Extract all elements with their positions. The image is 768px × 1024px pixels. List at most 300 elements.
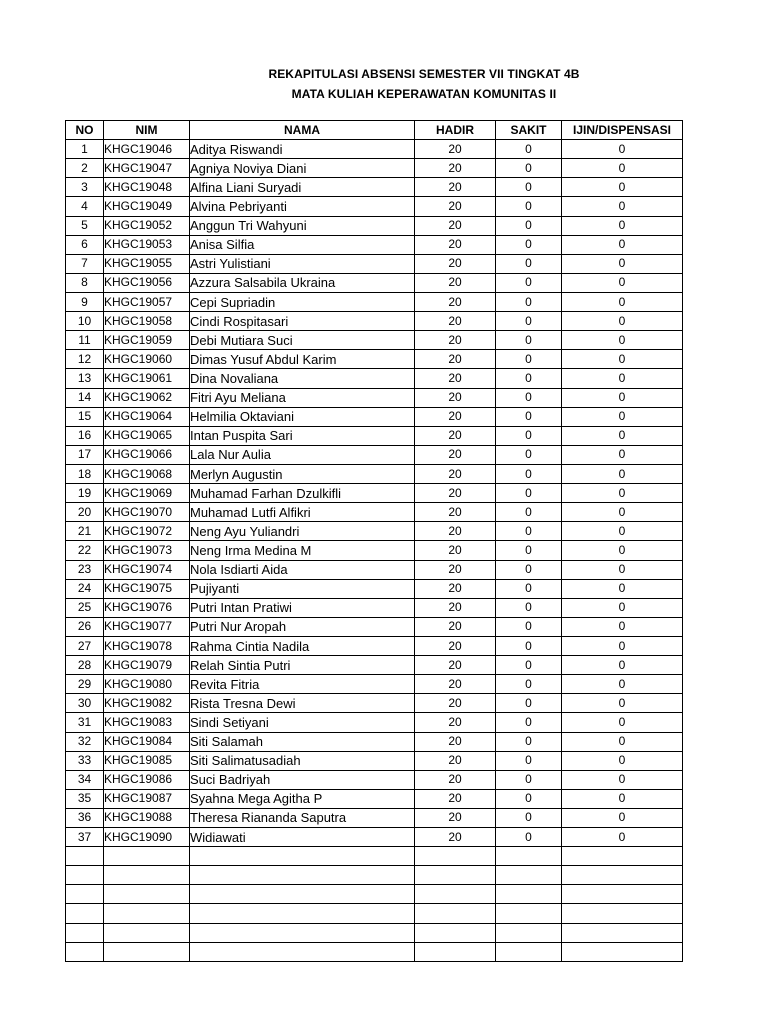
cell-sakit: 0 [496, 273, 562, 292]
cell-hadir-empty [415, 847, 496, 866]
cell-nim: KHGC19064 [104, 407, 190, 426]
cell-no: 32 [66, 732, 104, 751]
cell-nim: KHGC19073 [104, 541, 190, 560]
cell-nim: KHGC19047 [104, 159, 190, 178]
table-row [66, 197, 683, 216]
table-row [66, 541, 683, 560]
table-row [66, 598, 683, 617]
table-row-empty [66, 904, 683, 923]
cell-hadir: 20 [415, 675, 496, 694]
cell-nama: Rista Tresna Dewi [190, 694, 415, 713]
cell-no: 29 [66, 675, 104, 694]
cell-nama: Putri Intan Pratiwi [190, 598, 415, 617]
cell-nama: Revita Fitria [190, 675, 415, 694]
cell-hadir: 20 [415, 312, 496, 331]
cell-no: 5 [66, 216, 104, 235]
cell-no-empty [66, 885, 104, 904]
header-sakit: SAKIT [496, 121, 562, 140]
table-row [66, 789, 683, 808]
cell-ijin-dispensasi: 0 [562, 598, 683, 617]
cell-hadir: 20 [415, 159, 496, 178]
cell-ijin-dispensasi-empty [562, 942, 683, 961]
cell-hadir: 20 [415, 617, 496, 636]
cell-nim: KHGC19075 [104, 579, 190, 598]
cell-nim-empty [104, 942, 190, 961]
cell-hadir: 20 [415, 751, 496, 770]
cell-nim: KHGC19059 [104, 331, 190, 350]
cell-no: 19 [66, 484, 104, 503]
cell-ijin-dispensasi: 0 [562, 522, 683, 541]
cell-no-empty [66, 847, 104, 866]
cell-no: 4 [66, 197, 104, 216]
cell-no: 33 [66, 751, 104, 770]
cell-nim: KHGC19085 [104, 751, 190, 770]
cell-ijin-dispensasi: 0 [562, 388, 683, 407]
cell-nama: Suci Badriyah [190, 770, 415, 789]
cell-sakit: 0 [496, 350, 562, 369]
cell-hadir: 20 [415, 464, 496, 483]
cell-sakit: 0 [496, 216, 562, 235]
cell-nama: Widiawati [190, 828, 415, 847]
cell-nama: Relah Sintia Putri [190, 656, 415, 675]
cell-sakit: 0 [496, 331, 562, 350]
cell-nim: KHGC19087 [104, 789, 190, 808]
cell-hadir-empty [415, 885, 496, 904]
table-row [66, 484, 683, 503]
cell-sakit: 0 [496, 254, 562, 273]
cell-no: 13 [66, 369, 104, 388]
cell-ijin-dispensasi: 0 [562, 464, 683, 483]
table-row [66, 350, 683, 369]
cell-nim: KHGC19062 [104, 388, 190, 407]
cell-sakit: 0 [496, 484, 562, 503]
cell-sakit: 0 [496, 732, 562, 751]
cell-nim: KHGC19086 [104, 770, 190, 789]
cell-nama: Cindi Rospitasari [190, 312, 415, 331]
cell-nim: KHGC19052 [104, 216, 190, 235]
cell-sakit: 0 [496, 656, 562, 675]
cell-sakit-empty [496, 904, 562, 923]
cell-hadir: 20 [415, 503, 496, 522]
cell-hadir: 20 [415, 484, 496, 503]
cell-nama: Dimas Yusuf Abdul Karim [190, 350, 415, 369]
cell-no: 27 [66, 636, 104, 655]
cell-hadir: 20 [415, 369, 496, 388]
cell-hadir: 20 [415, 216, 496, 235]
cell-hadir: 20 [415, 522, 496, 541]
cell-ijin-dispensasi: 0 [562, 235, 683, 254]
cell-ijin-dispensasi-empty [562, 866, 683, 885]
cell-nama: Cepi Supriadin [190, 292, 415, 311]
table-row [66, 808, 683, 827]
cell-sakit: 0 [496, 579, 562, 598]
cell-no: 11 [66, 331, 104, 350]
cell-sakit: 0 [496, 292, 562, 311]
cell-nama-empty [190, 942, 415, 961]
cell-nama: Siti Salamah [190, 732, 415, 751]
cell-sakit: 0 [496, 694, 562, 713]
cell-nama-empty [190, 923, 415, 942]
cell-nama-empty [190, 866, 415, 885]
header-ijin-dispensasi: IJIN/DISPENSASI [562, 121, 683, 140]
table-row [66, 694, 683, 713]
cell-sakit: 0 [496, 617, 562, 636]
cell-nim: KHGC19082 [104, 694, 190, 713]
cell-sakit: 0 [496, 388, 562, 407]
cell-nim: KHGC19061 [104, 369, 190, 388]
cell-nim: KHGC19083 [104, 713, 190, 732]
table-row-empty [66, 847, 683, 866]
cell-sakit-empty [496, 866, 562, 885]
cell-no: 8 [66, 273, 104, 292]
cell-hadir-empty [415, 904, 496, 923]
cell-ijin-dispensasi-empty [562, 904, 683, 923]
cell-nim-empty [104, 847, 190, 866]
table-row [66, 388, 683, 407]
table-row [66, 331, 683, 350]
cell-sakit: 0 [496, 197, 562, 216]
cell-hadir: 20 [415, 636, 496, 655]
table-row [66, 732, 683, 751]
cell-nama: Neng Irma Medina M [190, 541, 415, 560]
cell-no: 1 [66, 140, 104, 159]
cell-hadir: 20 [415, 598, 496, 617]
table-row [66, 464, 683, 483]
cell-no: 25 [66, 598, 104, 617]
cell-hadir: 20 [415, 197, 496, 216]
cell-nama: Dina Novaliana [190, 369, 415, 388]
cell-nama: Astri Yulistiani [190, 254, 415, 273]
cell-nim: KHGC19065 [104, 426, 190, 445]
cell-nama: Alvina Pebriyanti [190, 197, 415, 216]
cell-nim: KHGC19068 [104, 464, 190, 483]
table-row [66, 159, 683, 178]
cell-nama: Siti Salimatusadiah [190, 751, 415, 770]
cell-hadir: 20 [415, 732, 496, 751]
cell-no-empty [66, 942, 104, 961]
cell-nim: KHGC19055 [104, 254, 190, 273]
cell-hadir: 20 [415, 254, 496, 273]
cell-sakit: 0 [496, 598, 562, 617]
table-row [66, 636, 683, 655]
cell-sakit: 0 [496, 828, 562, 847]
header-nama: NAMA [190, 121, 415, 140]
cell-nim: KHGC19049 [104, 197, 190, 216]
cell-ijin-dispensasi: 0 [562, 636, 683, 655]
cell-sakit: 0 [496, 140, 562, 159]
cell-nim: KHGC19069 [104, 484, 190, 503]
cell-sakit: 0 [496, 312, 562, 331]
cell-ijin-dispensasi: 0 [562, 331, 683, 350]
cell-no: 36 [66, 808, 104, 827]
table-row [66, 369, 683, 388]
cell-hadir: 20 [415, 828, 496, 847]
cell-no: 2 [66, 159, 104, 178]
cell-sakit-empty [496, 885, 562, 904]
cell-ijin-dispensasi: 0 [562, 178, 683, 197]
cell-ijin-dispensasi: 0 [562, 426, 683, 445]
cell-ijin-dispensasi: 0 [562, 560, 683, 579]
cell-no: 24 [66, 579, 104, 598]
table-row [66, 503, 683, 522]
cell-ijin-dispensasi: 0 [562, 541, 683, 560]
cell-no: 20 [66, 503, 104, 522]
table-row [66, 235, 683, 254]
cell-nim: KHGC19076 [104, 598, 190, 617]
cell-sakit: 0 [496, 770, 562, 789]
cell-ijin-dispensasi: 0 [562, 369, 683, 388]
cell-no: 17 [66, 445, 104, 464]
cell-ijin-dispensasi: 0 [562, 197, 683, 216]
cell-ijin-dispensasi: 0 [562, 407, 683, 426]
cell-hadir: 20 [415, 292, 496, 311]
cell-nama: Aditya Riswandi [190, 140, 415, 159]
cell-sakit-empty [496, 923, 562, 942]
cell-nama: Debi Mutiara Suci [190, 331, 415, 350]
cell-ijin-dispensasi-empty [562, 847, 683, 866]
cell-no: 12 [66, 350, 104, 369]
table-row [66, 770, 683, 789]
header-hadir: HADIR [415, 121, 496, 140]
cell-nim: KHGC19072 [104, 522, 190, 541]
cell-nim-empty [104, 923, 190, 942]
cell-no: 18 [66, 464, 104, 483]
cell-nama: Syahna Mega Agitha P [190, 789, 415, 808]
cell-nim: KHGC19084 [104, 732, 190, 751]
cell-no-empty [66, 904, 104, 923]
table-row [66, 656, 683, 675]
cell-nim: KHGC19053 [104, 235, 190, 254]
cell-ijin-dispensasi: 0 [562, 140, 683, 159]
cell-sakit: 0 [496, 235, 562, 254]
cell-no: 34 [66, 770, 104, 789]
cell-no: 26 [66, 617, 104, 636]
cell-no: 23 [66, 560, 104, 579]
cell-nama: Rahma Cintia Nadila [190, 636, 415, 655]
cell-nim: KHGC19090 [104, 828, 190, 847]
attendance-table [65, 120, 683, 962]
cell-ijin-dispensasi: 0 [562, 808, 683, 827]
cell-hadir: 20 [415, 789, 496, 808]
cell-nama: Fitri Ayu Meliana [190, 388, 415, 407]
cell-no: 28 [66, 656, 104, 675]
cell-hadir: 20 [415, 331, 496, 350]
cell-hadir: 20 [415, 140, 496, 159]
cell-ijin-dispensasi: 0 [562, 579, 683, 598]
cell-hadir: 20 [415, 445, 496, 464]
document-subtitle: MATA KULIAH KEPERAWATAN KOMUNITAS II [291, 87, 557, 101]
cell-no: 15 [66, 407, 104, 426]
cell-no: 9 [66, 292, 104, 311]
cell-ijin-dispensasi: 0 [562, 732, 683, 751]
cell-nama: Alfina Liani Suryadi [190, 178, 415, 197]
cell-nama: Helmilia Oktaviani [190, 407, 415, 426]
cell-nim: KHGC19074 [104, 560, 190, 579]
cell-nama: Neng Ayu Yuliandri [190, 522, 415, 541]
cell-sakit: 0 [496, 675, 562, 694]
header-nim: NIM [104, 121, 190, 140]
cell-no: 21 [66, 522, 104, 541]
cell-nama: Muhamad Lutfi Alfikri [190, 503, 415, 522]
table-header-row [66, 121, 683, 140]
cell-ijin-dispensasi: 0 [562, 770, 683, 789]
cell-no: 30 [66, 694, 104, 713]
cell-hadir: 20 [415, 713, 496, 732]
table-row [66, 445, 683, 464]
cell-nama-empty [190, 847, 415, 866]
table-row [66, 426, 683, 445]
cell-sakit-empty [496, 847, 562, 866]
cell-nama: Anggun Tri Wahyuni [190, 216, 415, 235]
cell-nim: KHGC19058 [104, 312, 190, 331]
cell-ijin-dispensasi: 0 [562, 789, 683, 808]
cell-ijin-dispensasi: 0 [562, 292, 683, 311]
cell-nim-empty [104, 904, 190, 923]
table-row [66, 312, 683, 331]
cell-nim: KHGC19057 [104, 292, 190, 311]
table-row [66, 178, 683, 197]
document-title: REKAPITULASI ABSENSI SEMESTER VII TINGKAT 4B [268, 67, 580, 81]
table-row [66, 579, 683, 598]
cell-nama: Merlyn Augustin [190, 464, 415, 483]
cell-nama: Agniya Noviya Diani [190, 159, 415, 178]
cell-hadir: 20 [415, 770, 496, 789]
cell-sakit: 0 [496, 159, 562, 178]
cell-ijin-dispensasi: 0 [562, 675, 683, 694]
table-row [66, 675, 683, 694]
cell-hadir-empty [415, 866, 496, 885]
table-row [66, 617, 683, 636]
cell-ijin-dispensasi: 0 [562, 484, 683, 503]
cell-sakit: 0 [496, 369, 562, 388]
cell-nama: Putri Nur Aropah [190, 617, 415, 636]
cell-sakit: 0 [496, 445, 562, 464]
cell-no-empty [66, 866, 104, 885]
cell-sakit: 0 [496, 426, 562, 445]
cell-no: 37 [66, 828, 104, 847]
table-row [66, 216, 683, 235]
cell-hadir: 20 [415, 407, 496, 426]
cell-hadir: 20 [415, 560, 496, 579]
cell-nama-empty [190, 904, 415, 923]
cell-nama: Azzura Salsabila Ukraina [190, 273, 415, 292]
cell-ijin-dispensasi: 0 [562, 751, 683, 770]
cell-sakit: 0 [496, 560, 562, 579]
cell-hadir: 20 [415, 388, 496, 407]
cell-sakit: 0 [496, 522, 562, 541]
table-body [66, 140, 683, 962]
cell-sakit: 0 [496, 503, 562, 522]
cell-nama-empty [190, 885, 415, 904]
cell-nim: KHGC19077 [104, 617, 190, 636]
cell-nim: KHGC19078 [104, 636, 190, 655]
table-row [66, 273, 683, 292]
cell-nama: Lala Nur Aulia [190, 445, 415, 464]
cell-nama: Sindi Setiyani [190, 713, 415, 732]
cell-nim: KHGC19046 [104, 140, 190, 159]
cell-ijin-dispensasi: 0 [562, 445, 683, 464]
cell-ijin-dispensasi-empty [562, 885, 683, 904]
cell-no: 35 [66, 789, 104, 808]
cell-hadir: 20 [415, 579, 496, 598]
cell-sakit: 0 [496, 178, 562, 197]
cell-hadir: 20 [415, 273, 496, 292]
table-row-empty [66, 885, 683, 904]
table-row [66, 140, 683, 159]
cell-hadir: 20 [415, 656, 496, 675]
cell-nama: Theresa Riananda Saputra [190, 808, 415, 827]
cell-sakit: 0 [496, 789, 562, 808]
cell-ijin-dispensasi: 0 [562, 350, 683, 369]
table-row [66, 292, 683, 311]
cell-sakit: 0 [496, 464, 562, 483]
table-row [66, 751, 683, 770]
cell-nim: KHGC19079 [104, 656, 190, 675]
cell-no: 16 [66, 426, 104, 445]
cell-nim-empty [104, 866, 190, 885]
cell-hadir: 20 [415, 694, 496, 713]
cell-ijin-dispensasi: 0 [562, 216, 683, 235]
table-row [66, 560, 683, 579]
cell-nim: KHGC19056 [104, 273, 190, 292]
cell-hadir: 20 [415, 426, 496, 445]
cell-nim: KHGC19048 [104, 178, 190, 197]
cell-sakit: 0 [496, 636, 562, 655]
cell-ijin-dispensasi: 0 [562, 694, 683, 713]
cell-sakit: 0 [496, 713, 562, 732]
table-row [66, 828, 683, 847]
cell-hadir-empty [415, 923, 496, 942]
cell-no: 14 [66, 388, 104, 407]
cell-nama: Anisa Silfia [190, 235, 415, 254]
cell-sakit: 0 [496, 808, 562, 827]
cell-hadir: 20 [415, 235, 496, 254]
cell-no: 7 [66, 254, 104, 273]
cell-hadir: 20 [415, 350, 496, 369]
cell-sakit: 0 [496, 751, 562, 770]
cell-nama: Muhamad Farhan Dzulkifli [190, 484, 415, 503]
cell-ijin-dispensasi: 0 [562, 656, 683, 675]
cell-nim: KHGC19070 [104, 503, 190, 522]
table-row [66, 522, 683, 541]
cell-no: 3 [66, 178, 104, 197]
cell-nim: KHGC19060 [104, 350, 190, 369]
cell-ijin-dispensasi: 0 [562, 713, 683, 732]
cell-nama: Nola Isdiarti Aida [190, 560, 415, 579]
cell-nama: Pujiyanti [190, 579, 415, 598]
cell-ijin-dispensasi: 0 [562, 254, 683, 273]
table-row [66, 254, 683, 273]
cell-hadir-empty [415, 942, 496, 961]
table-row [66, 407, 683, 426]
cell-ijin-dispensasi: 0 [562, 159, 683, 178]
cell-hadir: 20 [415, 808, 496, 827]
table-row [66, 713, 683, 732]
cell-no: 6 [66, 235, 104, 254]
cell-ijin-dispensasi: 0 [562, 828, 683, 847]
cell-ijin-dispensasi: 0 [562, 273, 683, 292]
cell-hadir: 20 [415, 541, 496, 560]
cell-no: 10 [66, 312, 104, 331]
cell-no: 22 [66, 541, 104, 560]
cell-nim: KHGC19088 [104, 808, 190, 827]
cell-ijin-dispensasi: 0 [562, 503, 683, 522]
cell-nim-empty [104, 885, 190, 904]
cell-no-empty [66, 923, 104, 942]
cell-nim: KHGC19066 [104, 445, 190, 464]
header-no: NO [66, 121, 104, 140]
table-row-empty [66, 866, 683, 885]
